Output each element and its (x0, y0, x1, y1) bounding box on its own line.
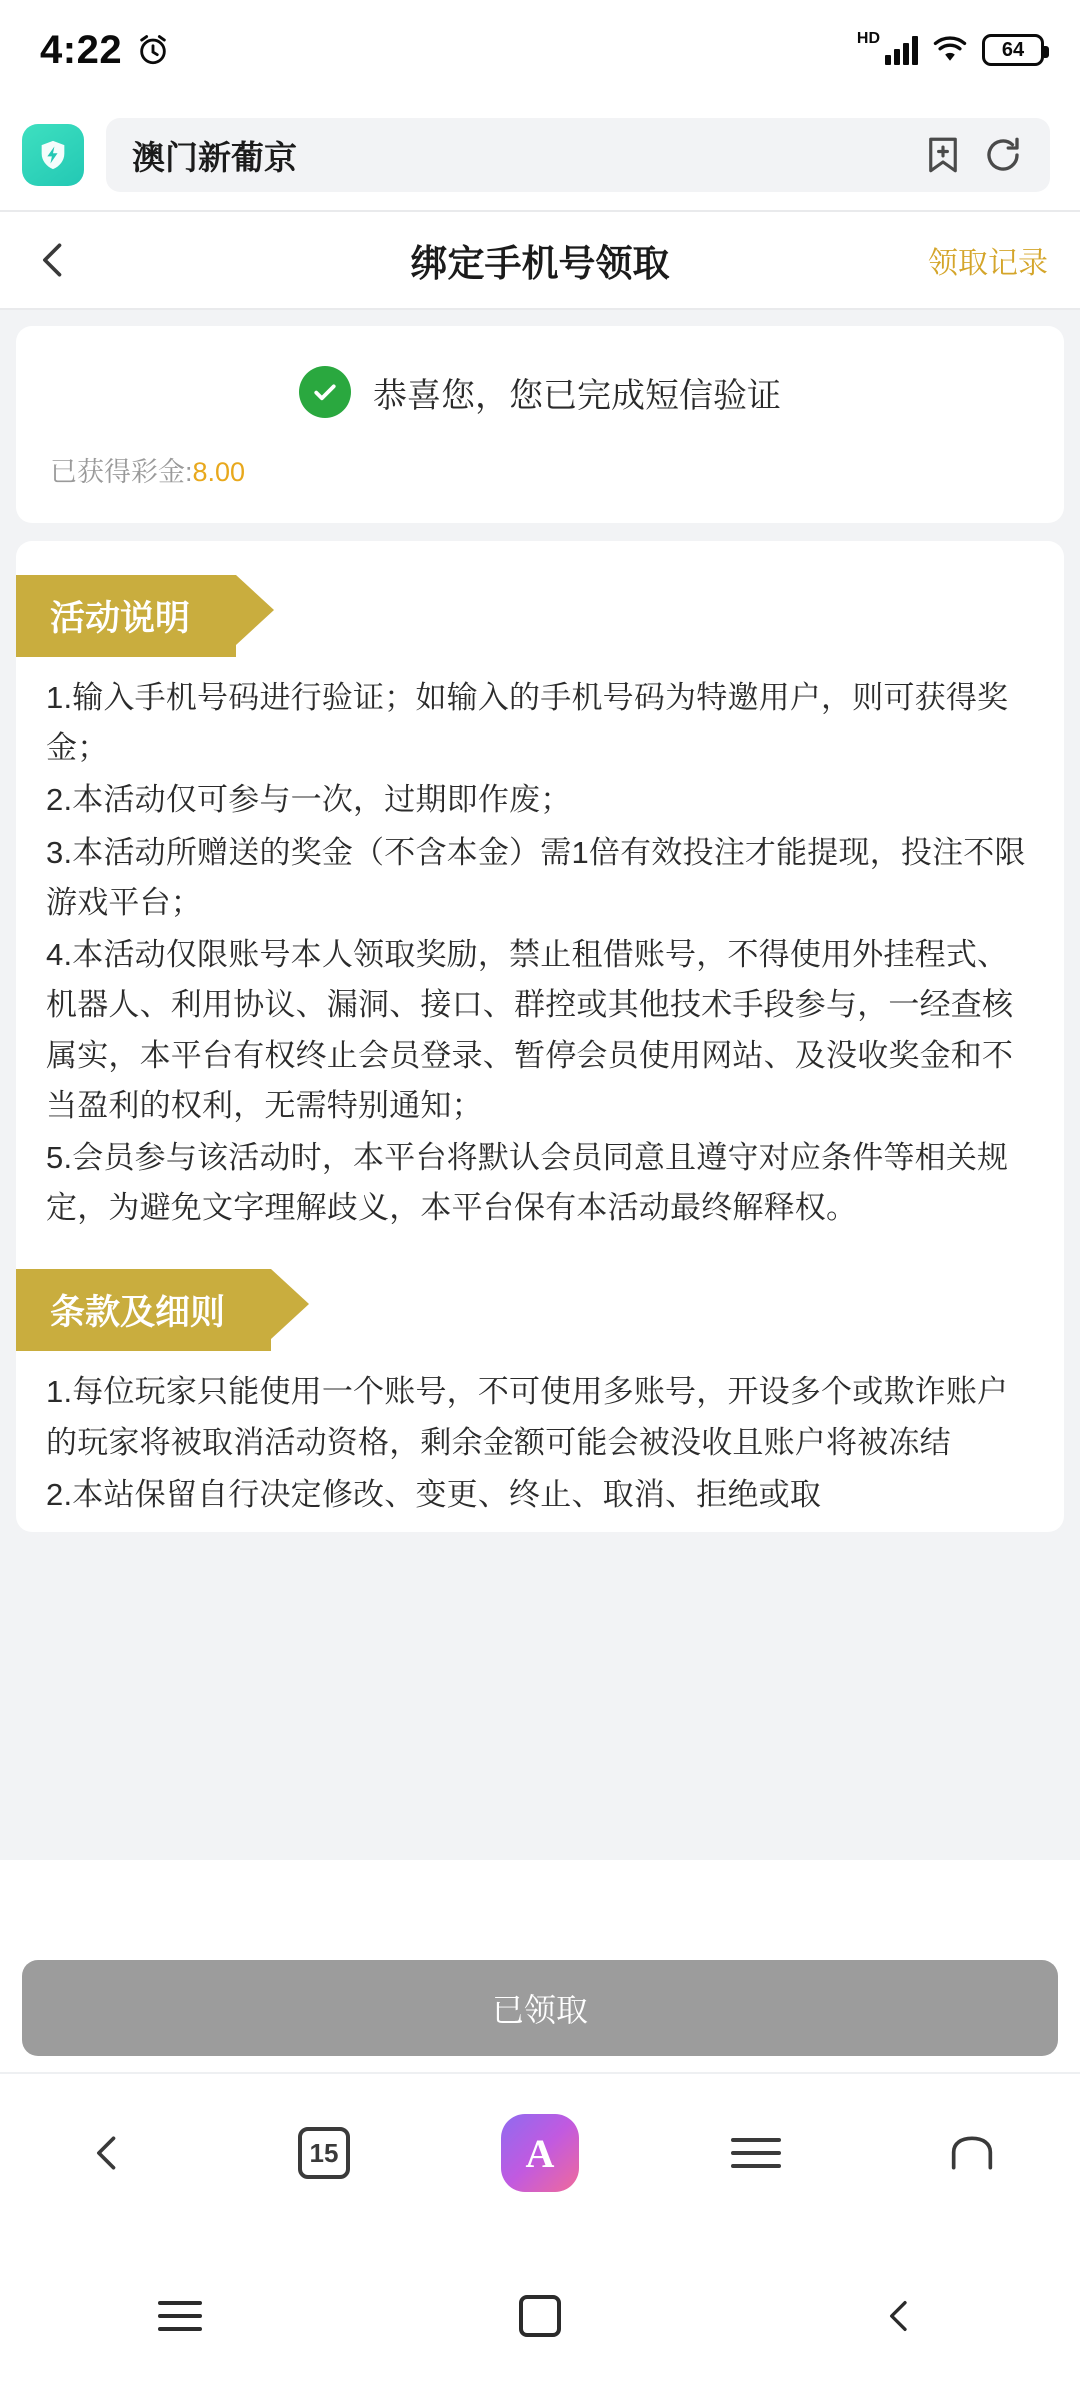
system-recents-button[interactable] (110, 2266, 250, 2366)
ai-assistant-icon: A (501, 2114, 579, 2192)
nav-menu-icon (731, 2138, 781, 2168)
page-content (0, 310, 1080, 1860)
nav-home-icon (948, 2131, 996, 2175)
bonus-line (50, 450, 1030, 489)
nav-back-button[interactable] (48, 2103, 168, 2203)
wifi-icon (931, 35, 969, 65)
claim-button[interactable]: 已领取 (22, 1960, 1058, 2056)
rule-paragraph: 1.输入手机号码进行验证；如输入的手机号码为特邀用户，则可获得奖金； (46, 680, 1009, 766)
add-bookmark-icon[interactable] (922, 134, 964, 176)
system-recents-icon (158, 2301, 202, 2331)
tab-count-badge: 15 (298, 2127, 350, 2179)
rules-panel (16, 541, 1064, 1532)
nav-back-icon (86, 2131, 130, 2175)
status-bar-left (40, 28, 170, 73)
rule-paragraph: 2.本活动仅可参与一次，过期即作废； (46, 782, 572, 818)
page-header (0, 212, 1080, 308)
refresh-icon[interactable] (982, 134, 1024, 176)
system-home-button[interactable] (470, 2266, 610, 2366)
bottom-action-bar (0, 1944, 1080, 2072)
section-heading-terms: 条款及细则 (16, 1269, 271, 1351)
cellular-signal-icon (885, 35, 918, 65)
verification-result-card (16, 326, 1064, 523)
nav-tabs-button[interactable] (264, 2103, 384, 2203)
rule-paragraph: 3.本活动所赠送的奖金（不含本金）需1倍有效投注才能提现，投注不限游戏平台； (46, 834, 1026, 920)
alarm-clock-icon (136, 33, 170, 67)
status-time: 4:22 (40, 27, 123, 72)
success-row (50, 366, 1030, 418)
hd-badge: HD (856, 30, 880, 47)
terms-text (16, 1367, 1064, 1520)
claim-records-link[interactable]: 领取记录 (928, 247, 1048, 280)
rule-paragraph: 5.会员参与该活动时，本平台将默认会员同意且遵守对应条件等相关规定，为避免文字理解歧义，本平台保有本活动最终解释权。 (46, 1139, 1009, 1226)
system-back-icon (880, 2296, 920, 2336)
nav-menu-button[interactable] (696, 2103, 816, 2203)
shield-logo-icon (22, 124, 84, 186)
activity-rules-text (16, 673, 1064, 1233)
system-home-icon (519, 2295, 561, 2337)
site-title: 澳门新葡京 (132, 138, 297, 176)
system-navigation-bar (0, 2232, 1080, 2400)
address-bar[interactable] (106, 118, 1050, 192)
page-title: 绑定手机号领取 (410, 243, 670, 284)
status-bar (0, 0, 1080, 100)
battery-indicator (982, 34, 1044, 66)
rule-paragraph: 4.本活动仅限账号本人领取奖励，禁止租借账号，不得使用外挂程式、机器人、利用协议、漏洞、接口、群控或其他技术手段参与，一经查核属实，本平台有权终止会员登录、暂停会员使用网站、及没收奖金和不当盈利的权利，无需特别通知； (46, 937, 1014, 1123)
terms-paragraph: 2.本站保留自行决定修改、变更、终止、取消、拒绝或取 (46, 1476, 822, 1512)
browser-toolbar (0, 100, 1080, 210)
nav-ai-button[interactable] (480, 2103, 600, 2203)
system-back-button[interactable] (830, 2266, 970, 2366)
terms-paragraph: 1.每位玩家只能使用一个账号，不可使用多账号，开设多个或欺诈账户的玩家将被取消活动资格，剩余金额可能会被没收且账户将被冻结 (46, 1374, 1009, 1460)
back-chevron-icon[interactable] (32, 238, 76, 282)
battery-level-text: 64 (1001, 39, 1025, 61)
bonus-amount: 8.00 (192, 457, 246, 487)
nav-home-button[interactable] (912, 2103, 1032, 2203)
bonus-label: 已获得彩金: (50, 457, 193, 487)
section-heading-activity-rules: 活动说明 (16, 575, 236, 657)
success-message: 恭喜您，您已完成短信验证 (373, 376, 781, 415)
success-check-icon (299, 366, 351, 418)
status-bar-right (856, 30, 1044, 66)
browser-navigation-bar (0, 2072, 1080, 2232)
